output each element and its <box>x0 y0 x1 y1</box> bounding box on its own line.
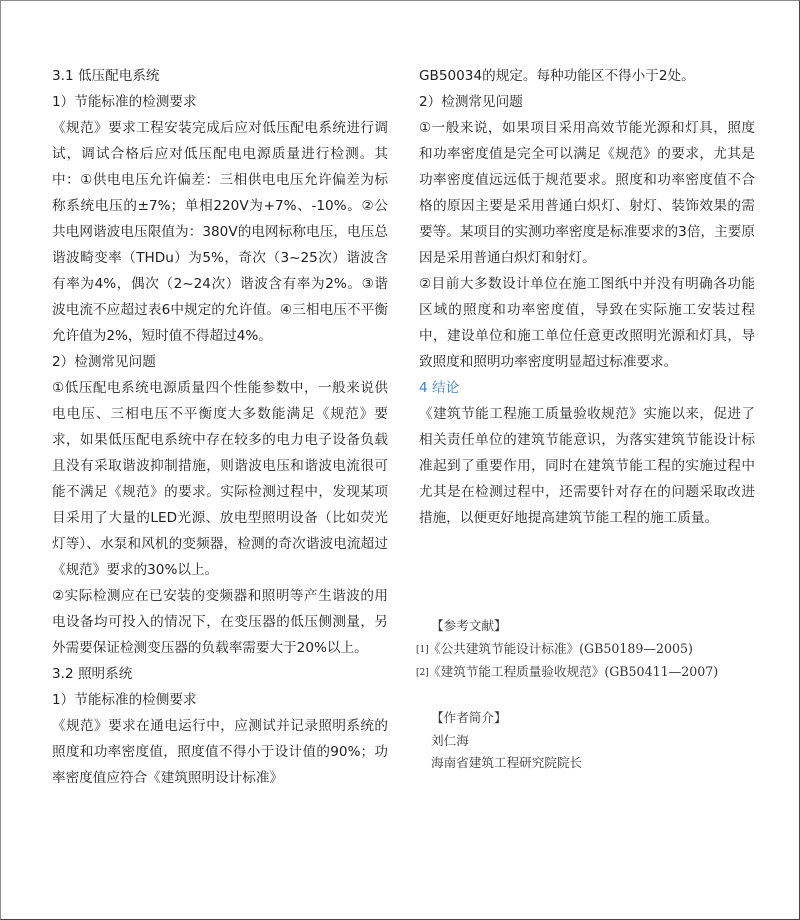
author-heading: 【作者简介】 <box>431 710 507 725</box>
author-name: 刘仁海 <box>431 732 469 748</box>
paragraph: ②实际检测应在已安装的变频器和照明等产生谐波的用电设备均可投入的情况下，在变压器的低压侧测量，另外需要保证检测变压器的负载率需要大于20%以上。 <box>52 588 388 656</box>
paragraph: 《建筑节能工程施工质量验收规范》实施以来，促进了相关责任单位的建筑节能意识，为落实建筑节能设计标准起到了重要作用，同时在建筑节能工程的实施过程中尤其是在检测过程中，还需要针对存在的问题采取改进措施，以便更好地提高建筑节能工程的施工质量。 <box>419 406 755 526</box>
section-heading-4: 4 结论 <box>419 380 460 396</box>
section-heading-3-2: 3.2 照明系统 <box>52 666 133 682</box>
paragraph: ②目前大多数设计单位在施工图纸中并没有明确各功能区域的照度和功率密度值，导致在实际施工安装过程中，建设单位和施工单位任意更改照明光源和灯具，导致照度和照明功率密度明显超过标准要求。 <box>419 276 755 370</box>
references-heading: 【参考文献】 <box>431 618 507 633</box>
left-column <box>52 63 388 791</box>
paragraph: 《规范》要求工程安装完成后应对低压配电系统进行调试，调试合格后应对低压配电电源质量进行检测。其中：①供电电压允许偏差：三相供电电压允许偏差为标称系统电压的±7%；单相220V为+7%、-10%。②公共电网谐波电压限值为：380V的电网标称电压，电压总谐波畸变率（THDu）为5%，奇次（3~25次）谐波含有率为4%，偶次（2~24次）谐波含有率为2%。③谐波电流不应超过表6中规定的允许值。④三相电压不平衡允许值为2%，短时值不得超过4%。 <box>52 120 388 344</box>
author-title: 海南省建筑工程研究院院长 <box>431 755 583 770</box>
right-column <box>419 63 755 531</box>
author-block <box>431 707 771 775</box>
subheading: 2）检测常见问题 <box>419 94 523 110</box>
subheading: 1）节能标准的检侧要求 <box>52 692 197 708</box>
references-block <box>416 615 776 685</box>
reference-number: [2] <box>416 668 429 678</box>
subheading: 2）检测常见问题 <box>52 354 156 370</box>
paragraph: 《规范》要求在通电运行中，应测试并记录照明系统的照度和功率密度值，照度值不得小于设计值的90%；功率密度值应符合《建筑照明设计标准》 <box>52 718 388 786</box>
reference-item <box>416 638 776 662</box>
reference-item <box>416 661 776 685</box>
subheading: 1）节能标准的检测要求 <box>52 94 197 110</box>
reference-text: 《公共建筑节能设计标准》(GB50189—2005) <box>428 640 693 656</box>
reference-text: 《建筑节能工程质量验收规范》(GB50411—2007) <box>428 664 719 679</box>
reference-number: [1] <box>416 644 429 655</box>
section-heading-3-1: 3.1 低压配电系统 <box>52 68 160 84</box>
paragraph: ①低压配电系统电源质量四个性能参数中，一般来说供电电压、三相电压不平衡度大多数能满足《规范》要求，如果低压配电系统中存在较多的电力电子设备负载且没有采取谐波抑制措施，则谐波电压和谐波电流很可能不满足《规范》的要求。实际检测过程中，发现某项目采用了大量的LED光源、放电型照明设备（比如荧光灯等）、水泵和风机的变频器，检测的奇次谐波电流超过《规范》要求的30%以上。 <box>52 380 388 578</box>
paragraph-continued: GB50034的规定。每种功能区不得小于2处。 <box>419 68 695 84</box>
paragraph: ①一般来说，如果项目采用高效节能光源和灯具，照度和功率密度值是完全可以满足《规范》的要求，尤其是功率密度值远远低于规范要求。照度和功率密度值不合格的原因主要是采用普通白炽灯、射灯、装饰效果的需要等。某项目的实测功率密度是标准要求的3倍，主要原因是采用普通白炽灯和射灯。 <box>419 120 755 266</box>
